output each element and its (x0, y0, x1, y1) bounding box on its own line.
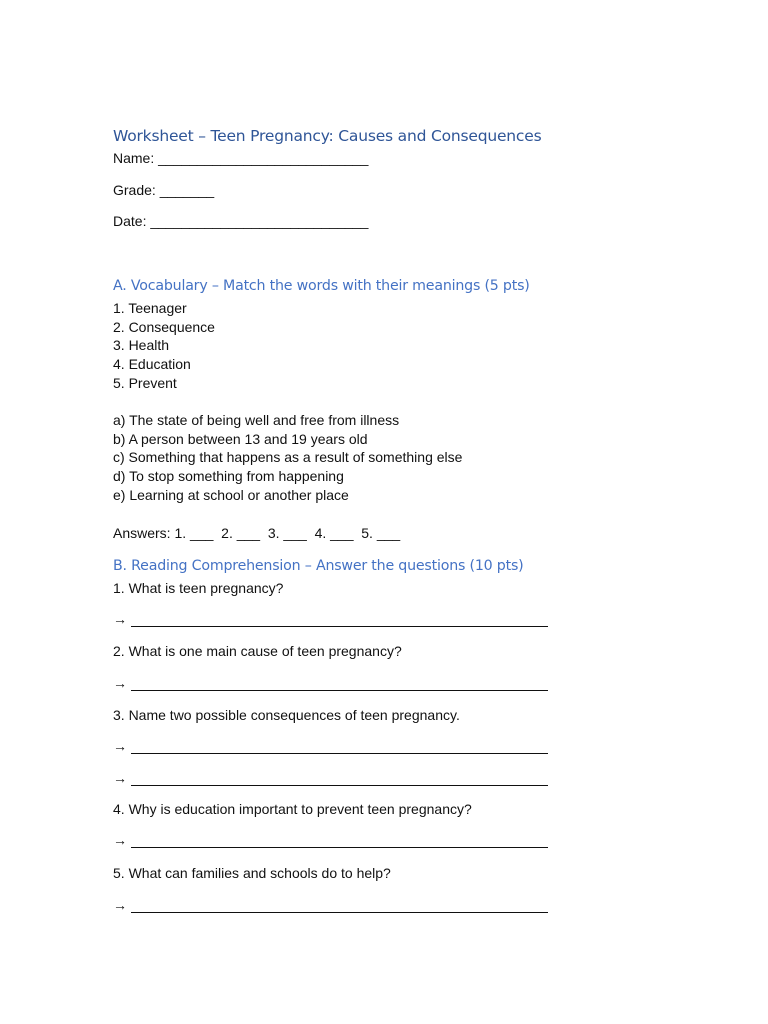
arrow-icon: → (113, 738, 127, 754)
section-b-heading: B. Reading Comprehension – Answer the questions (10 pts) (113, 558, 524, 574)
section-a-heading: A. Vocabulary – Match the words with their meanings (5 pts) (113, 278, 530, 294)
vocab-word: 3. Health (113, 337, 170, 353)
answer-line (113, 770, 548, 788)
answer-rule (131, 785, 548, 786)
vocab-word: 1. Teenager (113, 300, 187, 316)
answer-rule (131, 690, 548, 691)
question: 4. Why is education important to prevent teen pregnancy? (113, 801, 472, 817)
question: 1. What is teen pregnancy? (113, 580, 284, 596)
answer-rule (131, 847, 548, 848)
answer-line (113, 897, 548, 915)
answer-rule (131, 753, 548, 754)
name-field: Name: ___________________________ (113, 150, 369, 166)
answer-rule (131, 912, 548, 913)
vocab-word: 2. Consequence (113, 319, 215, 335)
vocab-meaning: e) Learning at school or another place (113, 487, 349, 503)
answer-line (113, 611, 548, 629)
question: 5. What can families and schools do to help? (113, 865, 391, 881)
vocab-word: 5. Prevent (113, 375, 177, 391)
arrow-icon: → (113, 770, 127, 786)
vocab-meaning: c) Something that happens as a result of something else (113, 449, 463, 465)
arrow-icon: → (113, 611, 127, 627)
arrow-icon: → (113, 897, 127, 913)
date-field: Date: ____________________________ (113, 213, 369, 229)
vocab-word: 4. Education (113, 356, 191, 372)
vocab-answers: Answers: 1. ___ 2. ___ 3. ___ 4. ___ 5. ___ (113, 525, 401, 541)
answer-rule (131, 626, 548, 627)
arrow-icon: → (113, 675, 127, 691)
answer-line (113, 738, 548, 756)
answer-line (113, 675, 548, 693)
answer-line (113, 832, 548, 850)
arrow-icon: → (113, 832, 127, 848)
question: 2. What is one main cause of teen pregnancy? (113, 643, 402, 659)
vocab-meaning: d) To stop something from happening (113, 468, 344, 484)
question: 3. Name two possible consequences of teen pregnancy. (113, 707, 460, 723)
vocab-meaning: a) The state of being well and free from illness (113, 412, 400, 428)
vocab-meaning: b) A person between 13 and 19 years old (113, 431, 368, 447)
grade-field: Grade: _______ (113, 182, 215, 198)
worksheet-title: Worksheet – Teen Pregnancy: Causes and Consequences (113, 127, 542, 145)
